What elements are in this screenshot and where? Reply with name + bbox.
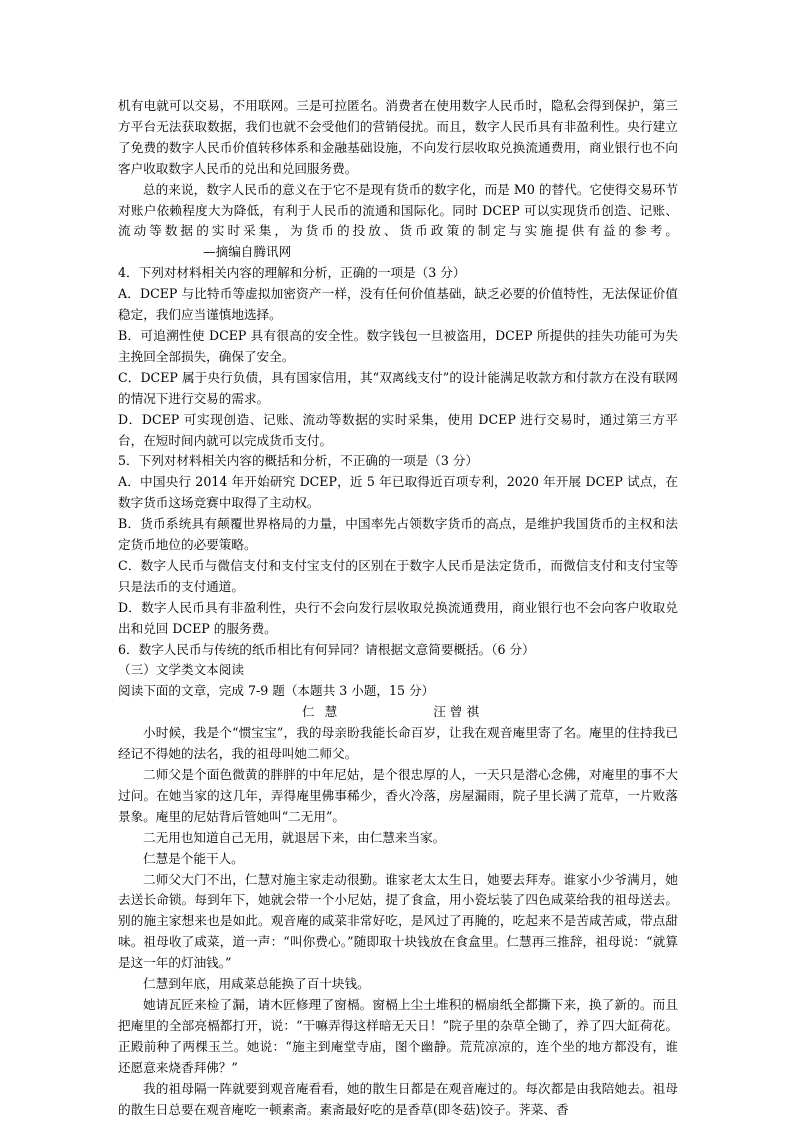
- section-instruction: 阅读下面的文章，完成 7-9 题（本题共 3 小题，15 分）: [118, 683, 435, 699]
- section-heading: （三）文学类文本阅读: [118, 662, 244, 678]
- question-5-option-d: D．数字人民币具有非盈利性，央行不会向发行层收取兑换流通费用，商业银行也不会向客户收取兑出和兑回 DCEP 的服务费。: [118, 599, 678, 636]
- question-4-option-b: B．可追溯性使 DCEP 具有很高的安全性。数字钱包一旦被盗用，DCEP 所提供的挂失功能可为失主挽回全部损失，确保了安全。: [118, 327, 678, 364]
- story-title-line: [118, 702, 678, 723]
- question-5-option-a: A．中国央行 2014 年开始研究 DCEP，近 5 年已取得近百项专利，2020 年开展 DCEP 试点，在数字货币这场竞赛中取得了主动权。: [118, 474, 678, 511]
- question-5-option-c: C．数字人民币与微信支付和支付宝支付的区别在于数字人民币是法定货币，而微信支付和支付宝等只是法币的支付通道。: [118, 557, 678, 594]
- story-author: 汪曾祺: [433, 704, 483, 720]
- story-paragraph: 仁慧是个能干人。: [143, 850, 244, 866]
- story-paragraph: 二师父大门不出，仁慧对施主家走动很勤。谁家老太太生日，她要去拜寿。谁家小少爷满月，她去送长命锁。每到年下，她就会带一个小尼姑，提了食盒，用小瓷坛装了四色咸菜给我的祖母送去。别的施主家想来也是如此。观音庵的咸菜非常好吃，是风过了再腌的，吃起来不是苦咸苦咸，带点甜味。祖母收了咸菜，道一声：“叫你费心。”随即取十块钱放在食盒里。仁慧再三推辞，祖母说：“就算是这一年的灯油钱。”: [118, 871, 678, 971]
- story-title: 仁慧: [302, 704, 348, 720]
- story-paragraph: 小时候，我是个“惯宝宝”，我的母亲盼我能长命百岁，让我在观音庵里寄了名。庵里的住持我已经记不得她的法名，我的祖母叫她二师父。: [118, 725, 678, 762]
- question-5: 5．下列对材料相关内容的概括和分析，不正确的一项是（3 分）: [118, 453, 479, 469]
- paragraph: [118, 180, 678, 264]
- paragraph-text: 总的来说，数字人民币的意义在于它不是现有货币的数字化，而是 M0 的替代。它使得交易环节对账户依赖程度大为降低，有利于人民币的流通和国际化。同时 DCEP 可以实现货币创造、记账、流动等数据的实时采集，为货币的投放、货币政策的制定与实施提供有益的参考。: [118, 181, 678, 239]
- paragraph: 机有电就可以交易，不用联网。三是可拉匿名。消费者在使用数字人民币时，隐私会得到保护，第三方平台无法获取数据，我们也就不会受他们的营销侵扰。而且，数字人民币具有非盈利性。央行建立了免费的数字人民币价值转移体系和金融基础设施，不向发行层收取兑换流通费用，商业银行也不向客户收取数字人民币的兑出和兑回服务费。: [118, 98, 678, 176]
- question-5-option-b: B．货币系统具有颠覆世界格局的力量，中国率先占领数字货币的高点，是维护我国货币的主权和法定货币地位的必要策略。: [118, 516, 678, 553]
- question-4-option-a: A．DCEP 与比特币等虚拟加密资产一样，没有任何价值基础，缺乏必要的价值特性，无法保证价值稳定，我们应当谨慎地选择。: [118, 286, 678, 323]
- question-4: 4．下列对材料相关内容的理解和分析，正确的一项是（3 分）: [118, 265, 466, 281]
- story-paragraph: 二无用也知道自己无用，就退居下来，由仁慧来当家。: [143, 829, 446, 845]
- document-page: [118, 96, 678, 1120]
- story-paragraph: 她请瓦匠来检了漏，请木匠修理了窗槅。窗槅上尘土堆积的槅扇纸全都撕下来，换了新的。而且把庵里的全部亮槅都打开，说：“干嘛弄得这样暗无天日！”院子里的杂草全锄了，养了四大缸荷花。正殿前种了两棵玉兰。她说：“施主到庵堂寺庙，图个幽静。荒荒凉凉的，连个坐的地方都没有，谁还愿意来烧香拜佛？”: [118, 996, 678, 1075]
- source-note: —摘编自腾讯网: [203, 244, 292, 260]
- story-paragraph: 我的祖母隔一阵就要到观音庵看看，她的散生日都是在观音庵过的。每次都是由我陪她去。祖母的散生日总要在观音庵吃一顿素斋。素斋最好吃的是香草(即冬菇)饺子。荠菜、香: [118, 1080, 678, 1117]
- story-paragraph: 仁慧到年底，用咸菜总能换了百十块钱。: [143, 976, 370, 992]
- story-paragraph: 二师父是个面色微黄的胖胖的中年尼姑，是个很忠厚的人，一天只是潜心念佛，对庵里的事不大过问。在她当家的这几年，弄得庵里佛事稀少，香火冷落，房屋漏雨，院子里长满了荒草，一片败落景象。庵里的尼姑背后管她叫“二无用”。: [118, 767, 678, 824]
- question-4-option-c: C．DCEP 属于央行负债，具有国家信用，其“双离线支付”的设计能满足收款方和付款方在没有联网的情况下进行交易的需求。: [118, 369, 678, 406]
- question-6: 6．数字人民币与传统的纸币相比有何异同？请根据文意简要概括。（6 分）: [118, 641, 535, 657]
- question-4-option-d: D．DCEP 可实现创造、记账、流动等数据的实时采集，使用 DCEP 进行交易时，通过第三方平台，在短时间内就可以完成货币支付。: [118, 411, 678, 448]
